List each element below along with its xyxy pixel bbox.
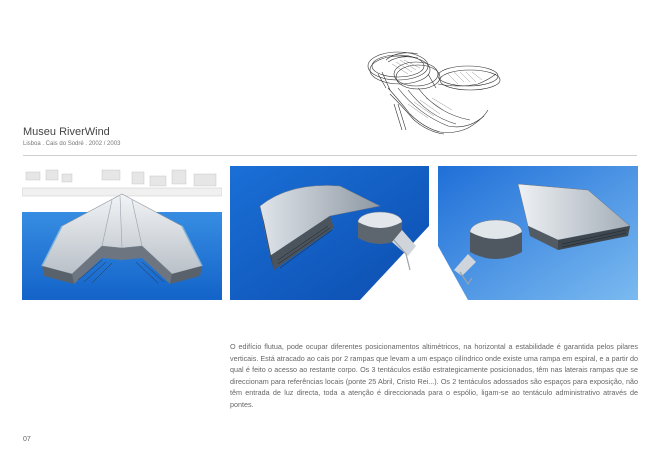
project-description: O edifício flutua, pode ocupar diferentes posicionamentos altimétricos, na horizontal a estabilidade é garantida pelos pilares verticais. Está atracado ao cais por 2 rampas que levam a um espaço cilíndrico onde existe uma rampa em espiral, e a partir do qual é feito o acesso ao restante corpo. Os 3 tentáculos estão estrategicamente posicionados, têm nas laterais rampas que se direccionam para referências locais (ponte 25 Abril, Cristo Rei...). Os 2 tentáculos adossados são espaços para exposição, não têm entrada de luz directa, toda a atenção é direccionada para o espólio, ligam-se ao tentáculo administrativo através de pontes. [230, 342, 638, 409]
render-aerial-front [22, 166, 222, 300]
sketch-drawing [358, 44, 506, 136]
render-aerial-side [230, 166, 429, 300]
divider [23, 155, 637, 156]
project-title: Museu RiverWind [23, 126, 110, 138]
page-number: 07 [23, 436, 31, 443]
project-subtitle: Lisboa . Cais do Sodré . 2002 / 2003 [23, 141, 121, 147]
render-aerial-rear [438, 166, 638, 300]
